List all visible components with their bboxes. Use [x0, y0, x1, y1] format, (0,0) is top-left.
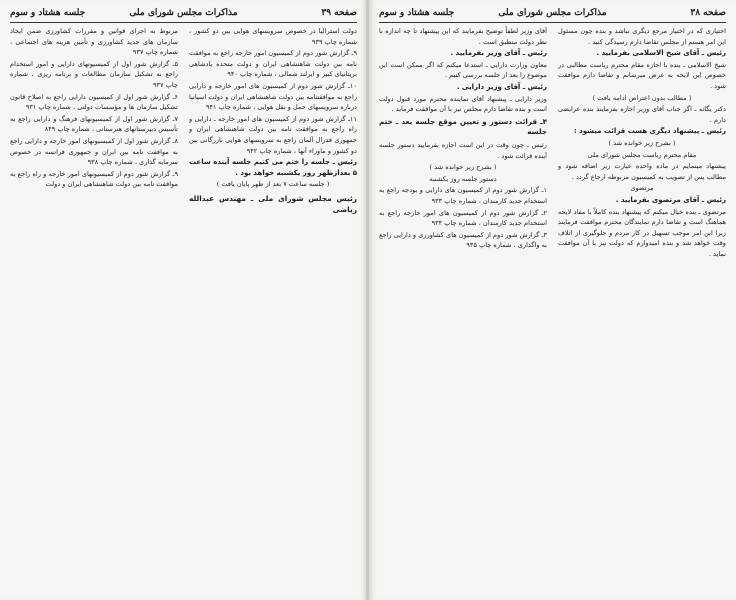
paragraph: مرتضوی ـ بنده خیال میکنم که پیشنهاد بنده کاملاً با مفاد لایحه هماهنگ است و تقاضا دارم نمایندگان محترم موافقت فرمایند زیرا این امر موجب تسهیل در کار مردم و جلوگیری از اتلاف وقت خواهد شد و بنده امیدوارم که دولت نیز با آن موافقت نماید . [558, 207, 726, 258]
running-title: مذاکرات مجلس شورای ملی [129, 8, 238, 18]
section-heading: ۴ـ قرائت دستور و تعیین موقع جلسه بعد ـ ختم جلسه [379, 116, 547, 137]
left-page [0, 0, 367, 600]
left-page-column-left [10, 26, 178, 594]
parenthetical-note: ( بشرح زیر خوانده شد ) [429, 163, 497, 172]
paragraph: دکتر یگانه ـ اگر جناب آقای وزیر اجازه بفرمایند بنده عرایضی دارم . [558, 105, 726, 124]
paragraph: آقای وزیر لطفاً توضیح بفرمایند که این پیشنهاد تا چه اندازه با نظر دولت منطبق است . [379, 27, 547, 46]
paragraph: شیخ الاسلامی ـ بنده با اجازه مقام محترم ریاست مطالبی در خصوص این لایحه به عرض میرسانم و تقاضا دارم موافقت شود . [558, 60, 726, 90]
paragraph: ۵ـ گزارش شور اول از کمیسیونهای دارایی و امور استخدام راجع به تشکیل سازمان مطالعات و برنامه ریزی ، شماره چاپ ۹۳۷ [10, 59, 178, 89]
right-page-column-right [558, 26, 726, 594]
signature: رئیس مجلس شورای ملی ـ مهندس عبدالله ریاضی [189, 193, 357, 214]
paragraph: معاون وزارت دارایی ـ استدعا میکنم که اگر ممکن است این موضوع را بعد از جلسه بررسی کنیم . [379, 60, 547, 80]
running-title: مذاکرات مجلس شورای ملی [498, 8, 607, 18]
parenthetical-note: ( مطالب بدون اعتراض ادامه یافت ) [592, 93, 692, 102]
right-page-header [379, 6, 726, 23]
left-page-header [10, 6, 357, 23]
left-page-column-right [189, 26, 357, 594]
proposal-signature: مرتضوی [630, 184, 654, 193]
speaker-line: رئیس ـ آقای وزیر بفرمایید . [450, 49, 547, 58]
paragraph: وزیر دارایی ـ پیشنهاد آقای نماینده محترم مورد قبول دولت است و بنده تقاضا دارم مجلس نیز با آن موافقت فرماید . [379, 94, 547, 114]
agenda-item: ۲ـ گزارش شور دوم از کمیسیون های امور خارجه راجع به استخدام جدید کارمندان ، شماره چاپ ۹۳۴ [379, 208, 547, 228]
paragraph: ۸ـ گزارش شور اول از کمیسیونهای امور خارجه و دارایی راجع به موافقت نامه بین ایران و جمهوری فرانسه در خصوص سرمایه گذاری ، شماره چاپ ۹۳۸ [10, 136, 178, 167]
paragraph: دولت استرالیا در خصوص سرویسهای هوایی بین دو کشور ، شماره چاپ ۹۳۹ [189, 27, 357, 46]
agenda-title: دستور جلسه روز یکشنبه [429, 174, 497, 183]
paragraph: ۱۱ـ گزارش شور دوم از کمیسیون های امور خارجه ـ دارایی و راه راجع به موافقت نامه بین دولت شاهنشاهی ایران و جمهوری فدرال آلمان راجع به سرویسهای هوایی بازرگانی بین دو کشور و ماوراء آنها ، شماره چاپ ۹۴۲ [189, 114, 357, 155]
agenda-item: ۱ـ گزارش شور دوم از کمیسیون های دارایی و بودجه راجع به استخدام جدید کارمندان ، شماره چاپ ۹۳۳ [379, 186, 547, 205]
parenthetical-note: ( بشرح زیر خوانده شد ) [608, 138, 676, 147]
session-label: جلسه هشتاد و سوم [379, 8, 455, 18]
paragraph: ۱۰ـ گزارش شور دوم از کمیسیون های امور خارجه و دارایی راجع به موافقتنامه بین دولت شاهنشاهی ایران و دولت اسپانیا درباره سرویسهای حمل و نقل هوایی ، شماره چاپ ۹۴۱ [189, 81, 357, 112]
paragraph: اختیاری که در اختیار مرجع دیگری نباشد و بنده چون مسئول این امر هستم از مجلس تقاضا دارم رسیدگی کنید . [558, 27, 726, 46]
paragraph: پیشنهاد مینمایم در ماده واحده عبارت زیر اضافه شود و مطالب پس از تصویب به کمیسیون مربوطه ارجاع گردد . [558, 162, 726, 181]
speaker-line: رئیس ـ آقای مرتضوی بفرمایید . [615, 195, 726, 204]
paragraph: رئیس ـ چون وقت در این است اجازه بفرمایید دستور جلسه آینده قرائت شود . [379, 140, 547, 160]
adjournment-note: ( جلسه ساعت ۷ بعد از ظهر پایان یافت ) [216, 180, 330, 189]
speaker-line: رئیس ـ پیشنهاد دیگری هست قرائت میشود : [573, 127, 726, 136]
speaker-line: رئیس ـ آقای شیخ الاسلامی بفرمایید . [596, 49, 726, 58]
speaker-line: رئیس ـ جلسه را ختم می کنیم جلسه آینده ساعت ۵ بعدازظهر روز یکشنبه خواهد بود . [189, 158, 357, 177]
paragraph: ۹ـ گزارش شور دوم از کمیسیونهای امور خارجه و راه راجع به موافقت نامه بین دولت شاهنشاهی ایران و دولت [10, 169, 178, 189]
page-number: صفحه ۳۹ [321, 8, 357, 18]
right-page [369, 0, 736, 600]
paragraph: ۹ـ گزارش شور دوم از کمیسیون امور خارجه راجع به موافقت نامه بین دولت شاهنشاهی ایران و دولت متحده پادشاهی بریتانیای کبیر و ایرلند شمالی ، شماره چاپ ۹۴۰ [189, 49, 357, 79]
proposal-addressee: مقام محترم ریاست مجلس شورای ملی [587, 150, 697, 159]
page-number: صفحه ۳۸ [690, 8, 726, 18]
paragraph: ۷ـ گزارش شور اول از کمیسیونهای فرهنگ و دارایی راجع به تأسیس دبیرستانهای هنرستانی ، شماره چاپ ۸۴۹ [10, 114, 178, 134]
speaker-line: رئیس ـ آقای وزیر دارایی . [456, 82, 547, 91]
paragraph: ۶ـ گزارش شور اول از کمیسیون دارایی راجع به اصلاح قانون تشکیل سازمان ها و مؤسسات دولتی ، شماره چاپ ۹۳۱ [10, 92, 178, 112]
agenda-item: ۳ـ گزارش شور دوم از کمیسیون های کشاورزی و دارایی راجع به واگذاری ، شماره چاپ ۹۳۵ [379, 230, 547, 250]
right-page-column-left [379, 26, 547, 594]
session-label: جلسه هشتاد و سوم [10, 8, 86, 18]
paragraph: مربوط به اجرای قوانین و مقررات کشاورزی ضمن ایجاد سازمان های جدید کشاورزی و تأمین هزینه های اجتماعی ، شماره چاپ ۹۳۷ [10, 27, 178, 57]
